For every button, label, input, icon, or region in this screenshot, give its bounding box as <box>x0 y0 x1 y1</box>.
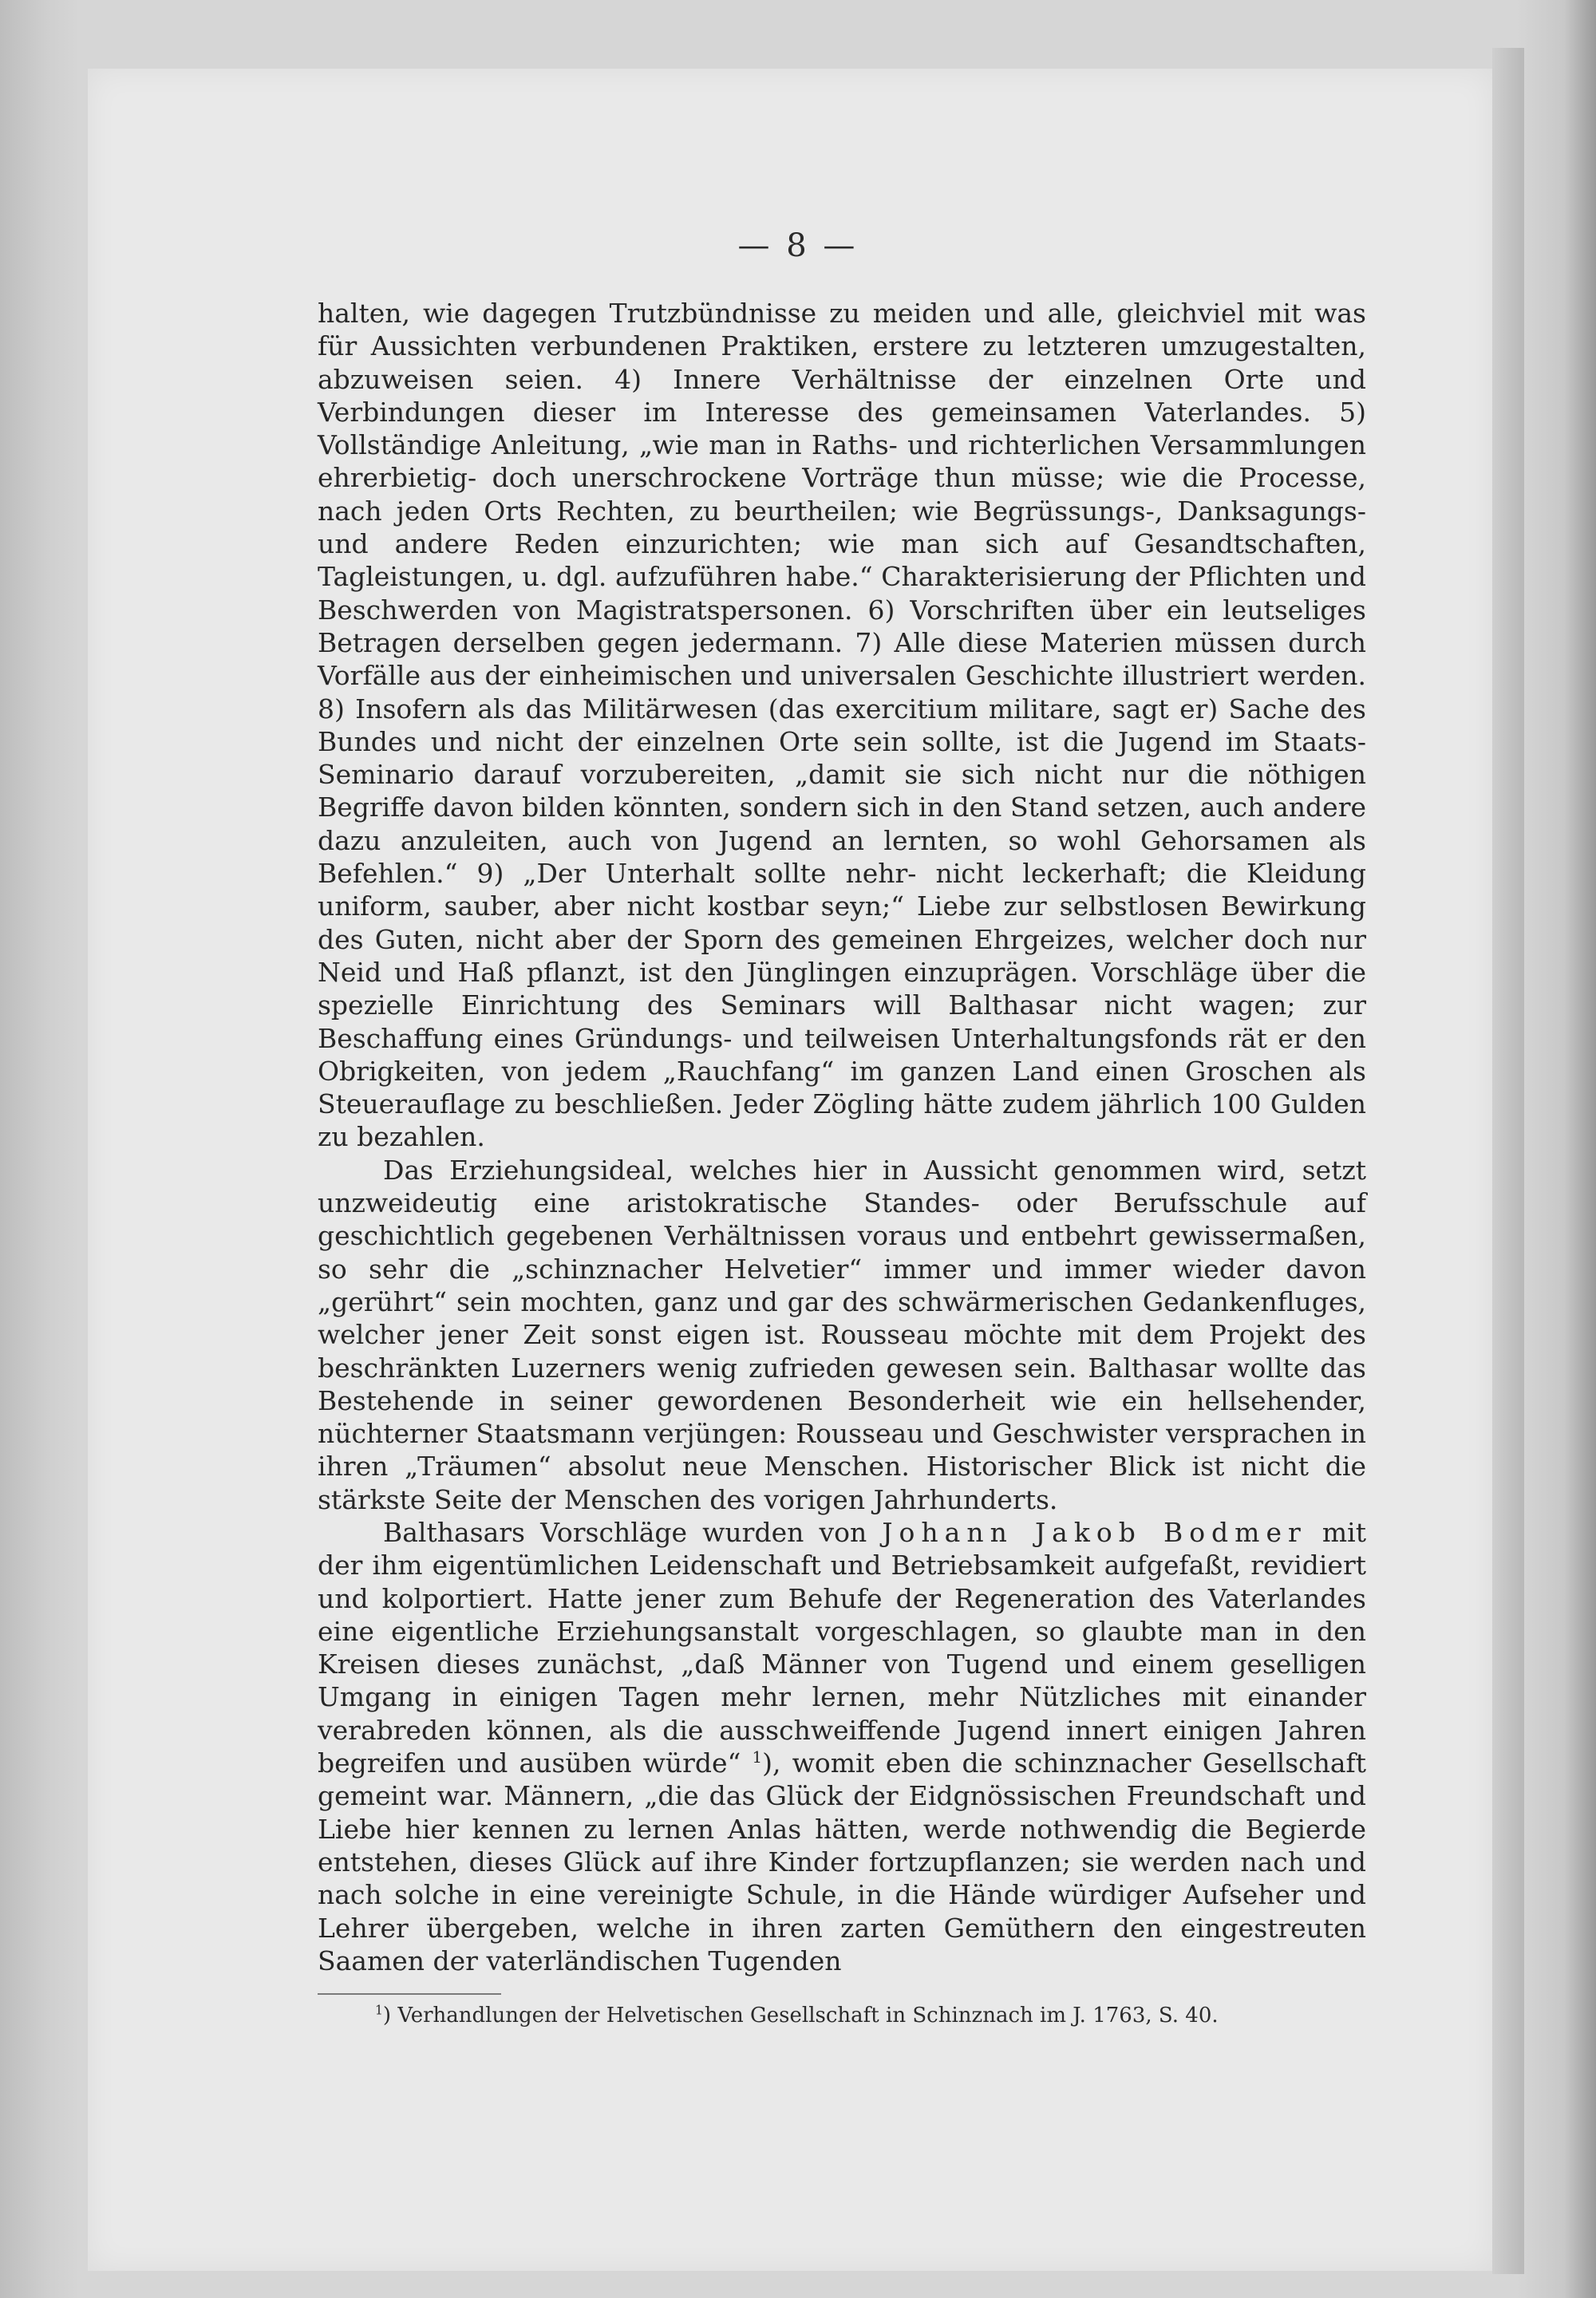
page-number: — 8 — <box>737 227 859 264</box>
footnote-marker: 1 <box>375 2003 383 2018</box>
paragraph-3-middle: mit der ihm eigentümlichen Leidenschaft und Betriebsamkeit aufgefaßt, revidiert und kolportiert. Hatte jener zum Behufe der Regeneration des Vaterlandes eine eigentliche Erziehungsanstalt vorgeschlagen, so glaubte man in den Kreisen dieses zunächst, „daß Männer von Tugend und einem geselligen Umgang in einigen Tagen mehr lernen, mehr Nützliches mit einander verabreden können, als die ausschweiffende Jugend innert einigen Jahren begreifen und ausüben würde“ <box>318 1516 1366 1779</box>
next-page-edge <box>1492 48 1524 2274</box>
footnote <box>375 2001 1373 2030</box>
footnote-reference: 1 <box>752 1748 763 1767</box>
paragraph-3-before: Balthasars Vorschläge wurden von <box>383 1516 867 1548</box>
paragraph-3 <box>318 1516 1366 1977</box>
person-name: Johann Jakob Bodmer <box>882 1516 1307 1548</box>
footnote-text: ) Verhandlungen der Helvetischen Gesellschaft in Schinznach im J. 1763, S. 40. <box>382 2004 1219 2028</box>
body-text <box>318 297 1366 1977</box>
footnote-divider <box>318 1993 501 1995</box>
paragraph-3-after: ), womit eben die schinznacher Gesellschaft gemeint war. Männern, „die das Glück der Eidgnössischen Freundschaft und Liebe hier kennen zu lernen Anlas hätten, werde nothwendig die Begierde entstehen, dieses Glück auf ihre Kinder fortzupflanzen; sie werden nach und nach solche in eine vereinigte Schule, in die Hände würdiger Aufseher und Lehrer übergeben, welche in ihren zarten Gemüthern den eingestreuten Saamen der vaterländischen Tugenden <box>318 1747 1366 1976</box>
paragraph-1: halten, wie dagegen Trutzbündnisse zu meiden und alle, gleichviel mit was für Aussichten verbundenen Praktiken, erstere zu letzteren umzugestalten, abzuweisen seien. 4) Innere Verhältnisse der einzelnen Orte und Verbindungen dieser im Interesse des gemeinsamen Vaterlandes. 5) Vollständige Anleitung, „wie man in Raths- und richterlichen Versammlungen ehrerbietig- doch unerschrockene Vorträge thun müsse; wie die Processe, nach jeden Orts Rechten, zu beurtheilen; wie Begrüssungs-, Danksagungs- und andere Reden einzurichten; wie man sich auf Gesandtschaften, Tagleistungen, u. dgl. aufzuführen habe.“ Charakterisierung der Pflichten und Beschwerden von Magistratspersonen. 6) Vorschriften über ein leutseliges Betragen derselben gegen jedermann. 7) Alle diese Materien müssen durch Vorfälle aus der einheimischen und universalen Geschichte illustriert werden. 8) Insofern als das Militärwesen (das exercitium militare, sagt er) Sache des Bundes und nicht der einzelnen Orte sein sollte, ist die Jugend im Staats-Seminario darauf vorzubereiten, „damit sie sich nicht nur die nöthigen Begriffe davon bilden könnten, sondern sich in den Stand setzen, auch andere dazu anzuleiten, auch von Jugend an lernten, so wohl Gehorsamen als Befehlen.“ 9) „Der Unterhalt sollte nehr- nicht leckerhaft; die Kleidung uniform, sauber, aber nicht kostbar seyn;“ Liebe zur selbstlosen Bewirkung des Guten, nicht aber der Sporn des gemeinen Ehrgeizes, welcher doch nur Neid und Haß pflanzt, ist den Jünglingen einzuprägen. Vorschläge über die spezielle Einrichtung des Seminars will Balthasar nicht wagen; zur Beschaffung eines Gründungs- und teilweisen Unterhaltungsfonds rät er den Obrigkeiten, von jedem „Rauchfang“ im ganzen Land einen Groschen als Steuerauflage zu beschließen. Jeder Zögling hätte zudem jährlich 100 Gulden zu bezahlen. <box>318 298 1366 1153</box>
paragraph-2: Das Erziehungsideal, welches hier in Aussicht genommen wird, setzt unzweideutig eine aristokratische Standes- oder Berufsschule auf geschichtlich gegebenen Verhältnissen voraus und entbehrt gewissermaßen, so sehr die „schinznacher Helvetier“ immer und immer wieder davon „gerührt“ sein mochten, ganz und gar des schwärmerischen Gedankenfluges, welcher jener Zeit sonst eigen ist. Rousseau möchte mit dem Projekt des beschränkten Luzerners wenig zufrieden gewesen sein. Balthasar wollte das Bestehende in seiner gewordenen Besonderheit wie ein hellsehender, nüchterner Staatsmann verjüngen: Rousseau und Geschwister versprachen in ihren „Träumen“ absolut neue Menschen. Historischer Blick ist nicht die stärkste Seite der Menschen des vorigen Jahrhunderts. <box>318 1154 1366 1515</box>
